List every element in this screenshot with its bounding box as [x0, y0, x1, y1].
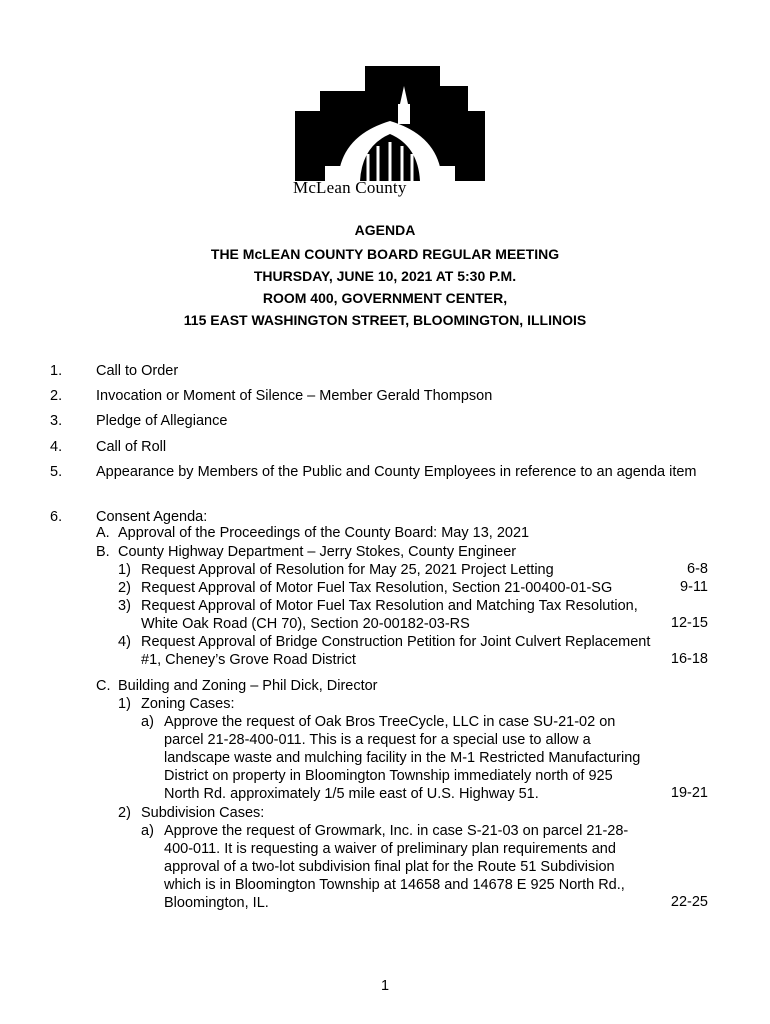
c1a-line1: Approve the request of Oak Bros TreeCycle, LLC in case SU-21-02 on	[164, 714, 616, 730]
b2-pages: 9-11	[680, 579, 708, 595]
c1a-line3: landscape waste and mulching facility in the M-1 Restricted Manufacturing	[164, 750, 641, 766]
c2a-line2: 400-011. It is requesting a waiver of preliminary plan requirements and	[164, 841, 616, 857]
b3-line2: White Oak Road (CH 70), Section 20-00182-03-RS	[141, 616, 470, 632]
c1a-line5: North Rd. approximately 1/5 mile east of U.S. Highway 51.	[164, 786, 539, 802]
c1a-line4: District on property in Bloomington Township immediately north of 925	[164, 768, 613, 784]
consent-a-label: A.	[96, 525, 110, 541]
b2-text: Request Approval of Motor Fuel Tax Resolution, Section 21-00400-01-SG	[141, 580, 613, 596]
c1a-label: a)	[141, 714, 154, 730]
c2a-line3: approval of a two-lot subdivision final plat for the Route 51 Subdivision	[164, 859, 615, 875]
consent-b-text: County Highway Department – Jerry Stokes, County Engineer	[118, 544, 517, 560]
c2a-line1: Approve the request of Growmark, Inc. in case S-21-03 on parcel 21-28-	[164, 823, 629, 839]
page-number: 1	[380, 978, 390, 994]
c2a-line4: which is in Bloomington Township at 14658 and 14678 E 925 North Rd.,	[164, 877, 625, 893]
b1-text: Request Approval of Resolution for May 25, 2021 Project Letting	[141, 562, 554, 578]
b4-number: 4)	[118, 634, 131, 650]
c2-text: Subdivision Cases:	[141, 805, 265, 821]
c1a-line2: parcel 21-28-400-011. This is a request for a special use to allow a	[164, 732, 591, 748]
item-text: Pledge of Allegiance	[96, 413, 228, 429]
item-text: Consent Agenda:	[96, 509, 208, 525]
item-number: 5.	[50, 464, 63, 480]
c2-number: 2)	[118, 805, 131, 821]
c1-text: Zoning Cases:	[141, 696, 235, 712]
item-number: 1.	[50, 363, 63, 379]
meeting-room: ROOM 400, GOVERNMENT CENTER,	[262, 290, 508, 306]
meeting-title: THE McLEAN COUNTY BOARD REGULAR MEETING	[210, 246, 560, 262]
item-text: Invocation or Moment of Silence – Member Gerald Thompson	[96, 388, 493, 404]
item-number: 6.	[50, 509, 63, 525]
b3-line1: Request Approval of Motor Fuel Tax Resolution and Matching Tax Resolution,	[141, 598, 638, 614]
agenda-title: AGENDA	[354, 222, 416, 238]
c2a-pages: 22-25	[670, 894, 708, 910]
c2a-line5: Bloomington, IL.	[164, 895, 269, 911]
b1-pages: 6-8	[687, 561, 708, 577]
b4-pages: 16-18	[670, 651, 708, 667]
item-text: Appearance by Members of the Public and County Employees in reference to an agenda item	[96, 464, 697, 480]
consent-b-label: B.	[96, 544, 110, 560]
consent-a-text: Approval of the Proceedings of the County Board: May 13, 2021	[118, 525, 530, 541]
meeting-date: THURSDAY, JUNE 10, 2021 AT 5:30 P.M.	[253, 268, 517, 284]
item-number: 4.	[50, 439, 63, 455]
c1-number: 1)	[118, 696, 131, 712]
b4-line1: Request Approval of Bridge Construction Petition for Joint Culvert Replacement	[141, 634, 651, 650]
meeting-address: 115 EAST WASHINGTON STREET, BLOOMINGTON, ILLINOIS	[183, 312, 587, 328]
logo-text: McLean County	[293, 178, 407, 197]
b4-line2: #1, Cheney’s Grove Road District	[141, 652, 356, 668]
item-text: Call of Roll	[96, 439, 167, 455]
c2a-label: a)	[141, 823, 154, 839]
item-text: Call to Order	[96, 363, 179, 379]
consent-c-label: C.	[96, 678, 111, 694]
b3-number: 3)	[118, 598, 131, 614]
b3-pages: 12-15	[670, 615, 708, 631]
consent-c-text: Building and Zoning – Phil Dick, Director	[118, 678, 378, 694]
item-number: 3.	[50, 413, 63, 429]
item-number: 2.	[50, 388, 63, 404]
c1a-pages: 19-21	[670, 785, 708, 801]
b2-number: 2)	[118, 580, 131, 596]
b1-number: 1)	[118, 562, 131, 578]
